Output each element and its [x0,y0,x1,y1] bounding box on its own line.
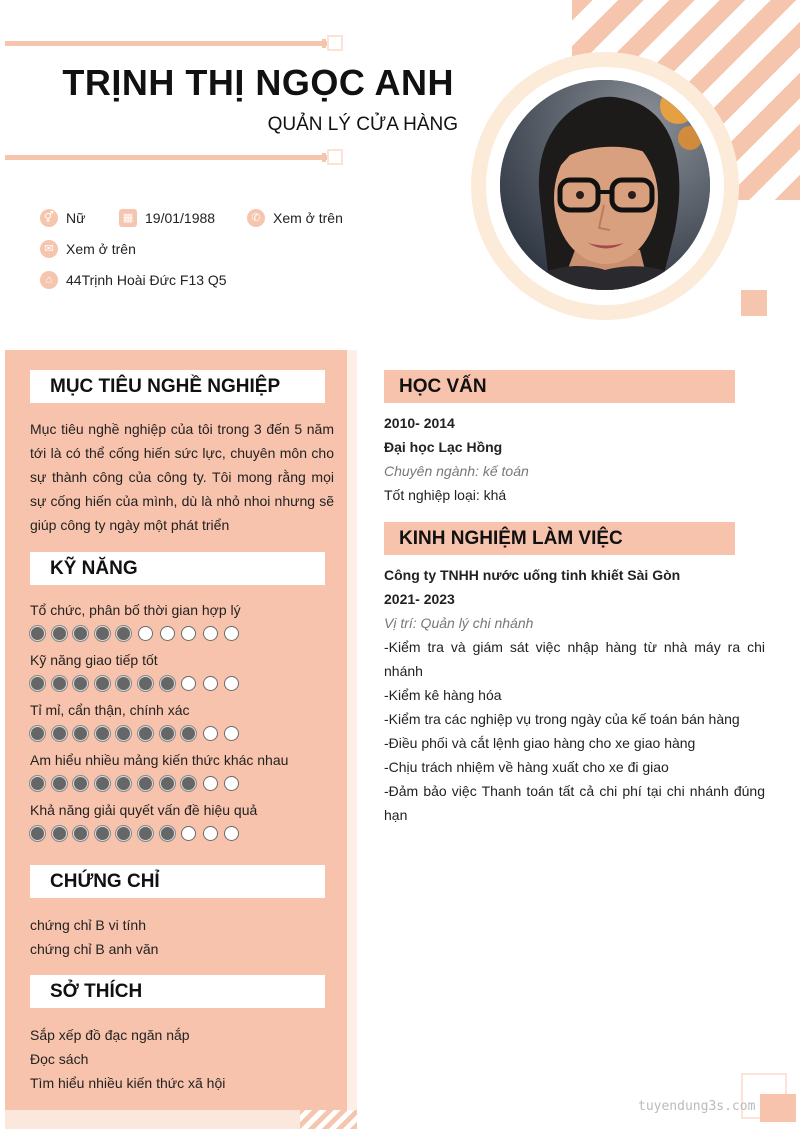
skill-label: Am hiểu nhiều mảng kiến thức khác nhau [30,752,289,768]
hobby-item: Sắp xếp đồ đạc ngăn nắp [30,1027,190,1043]
experience-heading: KINH NGHIỆM LÀM VIỆC [384,522,735,555]
rating-dot-filled [181,726,196,741]
rating-dot-filled [73,626,88,641]
rating-dot-empty [224,726,239,741]
watermark-text: tuyendung3s.com [638,1099,756,1114]
rating-dot-filled [95,826,110,841]
rating-dot-filled [73,776,88,791]
experience-position: Vị trí: Quản lý chi nhánh [384,615,534,631]
left-column-stripes [300,1110,357,1129]
rating-dot-filled [116,676,131,691]
skill-rating [30,626,246,641]
rule-notch [322,153,326,162]
rating-dot-filled [116,826,131,841]
decorative-block [728,200,800,230]
header-rule-top [5,41,330,46]
hobbies-heading: SỞ THÍCH [30,975,325,1008]
education-period: 2010- 2014 [384,415,455,431]
skill-rating [30,676,246,691]
calendar-icon: ▦ [119,209,137,227]
hobby-item: Đọc sách [30,1051,89,1067]
rating-dot-empty [138,626,153,641]
rule-end [327,35,343,51]
gender-value: Nữ [66,210,86,226]
rating-dot-filled [73,726,88,741]
rating-dot-empty [224,826,239,841]
contact-gender [40,209,85,227]
rating-dot-filled [73,826,88,841]
rating-dot-empty [181,826,196,841]
rating-dot-filled [160,826,175,841]
rating-dot-filled [95,776,110,791]
phone-value: Xem ở trên [273,210,343,226]
skill-rating [30,826,246,841]
left-column-edge [347,350,357,1110]
objective-heading: MỤC TIÊU NGHỀ NGHIỆP [30,370,325,403]
gender-icon: ⚥ [40,209,58,227]
rating-dot-filled [52,776,67,791]
rating-dot-filled [73,676,88,691]
education-major: Chuyên ngành: kế toán [384,463,529,479]
experience-duty: -Đảm bảo việc Thanh toán tất cả chi phí tại chi nhánh đúng hạn [384,783,765,823]
address-value: 44Trịnh Hoài Đức F13 Q5 [66,272,227,288]
birthday-value: 19/01/1988 [145,210,216,226]
rating-dot-empty [181,626,196,641]
skill-label: Khả năng giải quyết vấn đề hiệu quả [30,802,258,818]
rating-dot-filled [52,676,67,691]
skill-label: Tổ chức, phân bố thời gian hợp lý [30,602,241,618]
objective-text: Mục tiêu nghề nghiệp của tôi trong 3 đến 5 năm tới là có thể cống hiến sức lực, chuyên môn cho sự thành công của công ty. Tôi mong rằng mọi sự cống hiến của mình, dù là nhỏ nhoi nhưng sẽ giúp công ty ngày một phát triển [30,421,334,533]
candidate-name: TRỊNH THỊ NGỌC ANH [62,62,454,103]
rating-dot-filled [138,776,153,791]
skill-rating [30,726,246,741]
rating-dot-filled [116,626,131,641]
header-rule-bottom [5,155,330,160]
profile-photo [500,80,710,290]
contact-birthday [119,209,215,227]
phone-icon: ✆ [247,209,265,227]
rating-dot-filled [30,826,45,841]
watermark-block [760,1094,796,1122]
rating-dot-filled [116,726,131,741]
experience-company: Công ty TNHH nước uống tinh khiết Sài Gòn [384,567,681,583]
rating-dot-filled [138,726,153,741]
rating-dot-empty [181,676,196,691]
rating-dot-filled [138,826,153,841]
rating-dot-empty [224,676,239,691]
rating-dot-empty [224,626,239,641]
rule-end [327,149,343,165]
mail-icon: ✉ [40,240,58,258]
contact-address [40,271,227,289]
rating-dot-empty [203,826,218,841]
email-value: Xem ở trên [66,241,136,257]
rating-dot-filled [160,776,175,791]
rating-dot-empty [160,626,175,641]
rating-dot-empty [224,776,239,791]
left-column-footer [5,1110,300,1129]
rating-dot-filled [30,676,45,691]
skill-rating [30,776,246,791]
rating-dot-filled [52,826,67,841]
experience-duty: -Kiểm tra các nghiệp vụ trong ngày của kế toán bán hàng [384,711,740,727]
rating-dot-filled [181,776,196,791]
rating-dot-filled [95,676,110,691]
rating-dot-empty [203,626,218,641]
rating-dot-filled [95,626,110,641]
rating-dot-filled [30,776,45,791]
rating-dot-filled [52,626,67,641]
education-heading: HỌC VẤN [384,370,735,403]
rating-dot-filled [116,776,131,791]
rating-dot-empty [203,676,218,691]
job-title: QUẢN LÝ CỬA HÀNG [267,114,458,135]
hobby-item: Tìm hiểu nhiều kiến thức xã hội [30,1075,226,1091]
experience-duty: -Điều phối và cắt lệnh giao hàng cho xe giao hàng [384,735,696,751]
rating-dot-empty [203,776,218,791]
education-school: Đại học Lạc Hồng [384,439,503,455]
experience-period: 2021- 2023 [384,591,455,607]
certificate-item: chứng chỉ B vi tính [30,917,146,933]
contact-email [40,240,136,258]
experience-duty: -Kiểm tra và giám sát việc nhập hàng từ nhà máy ra chi nhánh [384,639,765,679]
decorative-square [741,290,767,316]
rating-dot-filled [138,676,153,691]
rule-notch [322,39,326,48]
certificates-heading: CHỨNG CHỈ [30,865,325,898]
rating-dot-filled [30,626,45,641]
experience-duty: -Chịu trách nhiệm về hàng xuất cho xe đi giao [384,759,669,775]
experience-duty: -Kiểm kê hàng hóa [384,687,502,703]
certificate-item: chứng chỉ B anh văn [30,941,159,957]
rating-dot-filled [30,726,45,741]
rating-dot-filled [160,726,175,741]
skills-heading: KỸ NĂNG [30,552,325,585]
home-icon: ⌂ [40,271,58,289]
rating-dot-filled [160,676,175,691]
education-grade: Tốt nghiệp loại: khá [384,487,507,503]
rating-dot-empty [203,726,218,741]
rating-dot-filled [52,726,67,741]
skill-label: Tỉ mỉ, cẩn thận, chính xác [30,702,190,718]
rating-dot-filled [95,726,110,741]
contact-phone [247,209,343,227]
skill-label: Kỹ năng giao tiếp tốt [30,652,158,668]
